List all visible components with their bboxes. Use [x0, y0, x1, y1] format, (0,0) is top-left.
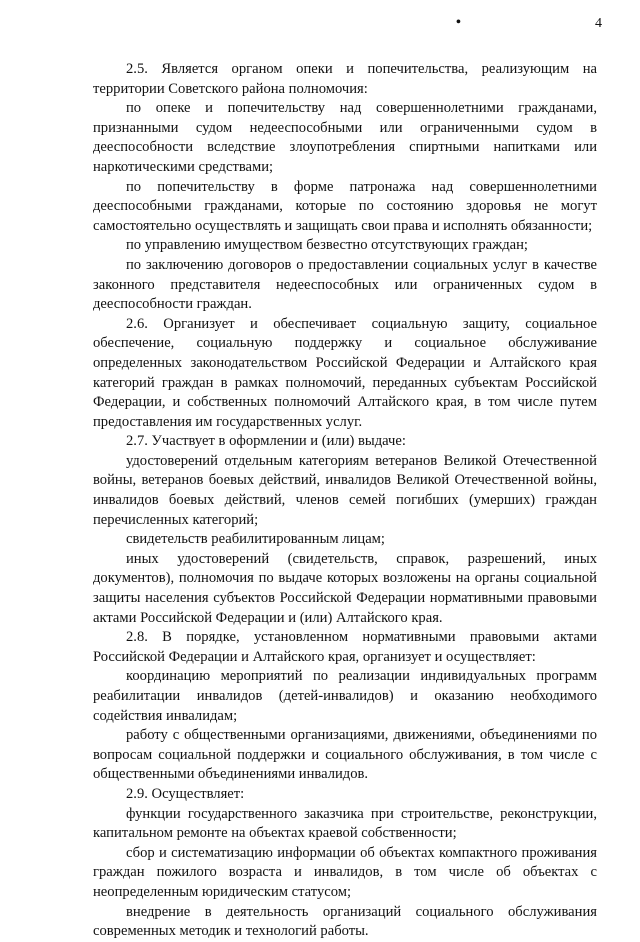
list-item-service-contracts: по заключению договоров о предоставлении социальных услуг в качестве законного представителя недееспособных или ограниченных судом в дееспособности граждан.: [93, 256, 597, 313]
list-item-rehabilitated-certificates: свидетельств реабилитированным лицам;: [126, 531, 385, 548]
paragraph-2-5: 2.5. Является органом опеки и попечительства, реализующим на территории Советского района полномочия:: [93, 61, 597, 97]
scan-mark: •: [456, 15, 461, 30]
paragraph-2-7: 2.7. Участвует в оформлении и (или) выдаче:: [126, 433, 406, 450]
list-item-veteran-certificates: удостоверений отдельным категориям ветеранов Великой Отечественной войны, ветеранов боевых действий, инвалидов Великой Отечественной войны, инвалидов боевых действий, членов семей погибших (умерших) граждан перечисленных категорий;: [93, 452, 597, 528]
paragraph-2-9: 2.9. Осуществляет:: [126, 785, 245, 802]
page-number: 4: [595, 16, 602, 31]
list-item-other-certificates: иных удостоверений (свидетельств, справок, разрешений, иных документов), полномочия по выдаче которых возложены на органы социальной защиты населения субъектов Российской Федерации нормативными правовыми актами Российской Федерации и (или) Алтайского края.: [93, 550, 597, 626]
list-item-rehabilitation-coordination: координацию мероприятий по реализации индивидуальных программ реабилитации инвалидов (детей-инвалидов) и оказанию необходимого содействия инвалидам;: [93, 668, 597, 724]
paragraph-2-8: 2.8. В порядке, установленном нормативными правовыми актами Российской Федерации и Алтайского края, организует и осуществляет:: [93, 629, 597, 665]
list-item-modern-methods: внедрение в деятельность организаций социального обслуживания современных методик и технологий работы.: [93, 903, 597, 940]
list-item-patronage: по попечительству в форме патронажа над совершеннолетними дееспособными гражданами, которые по состоянию здоровья не могут самостоятельно осуществлять и защищать свои права и исполнять обязанности;: [93, 178, 597, 234]
document-body: [93, 60, 597, 942]
paragraph-2-6: 2.6. Организует и обеспечивает социальную защиту, социальное обеспечение, социальную поддержку и социальное обслуживание определенных законодательством Российской Федерации и Алтайского края категорий граждан в рамках полномочий, переданных субъектам Российской Федерации, и собственных полномочий Алтайского края, в том числе путем предоставления им государственных услуг.: [93, 315, 597, 430]
list-item-property-management: по управлению имуществом безвестно отсутствующих граждан;: [126, 237, 528, 254]
list-item-information-collection: сбор и систематизацию информации об объектах компактного проживания граждан пожилого возраста и инвалидов, в том числе об объектах с неопределенным юридическим статусом;: [93, 844, 597, 900]
list-item-guardianship: по опеке и попечительству над совершеннолетними гражданами, признанными судом недееспособными или ограниченными судом в дееспособности вследствие злоупотребления спиртными напитками или наркотическими средствами;: [93, 100, 597, 175]
list-item-state-customer: функции государственного заказчика при строительстве, реконструкции, капитальном ремонте на объектах краевой собственности;: [93, 805, 597, 842]
list-item-public-organizations: работу с общественными организациями, движениями, объединениями по вопросам социальной поддержки и социального обслуживания, в том числе с общественными объединениями инвалидов.: [93, 727, 597, 783]
